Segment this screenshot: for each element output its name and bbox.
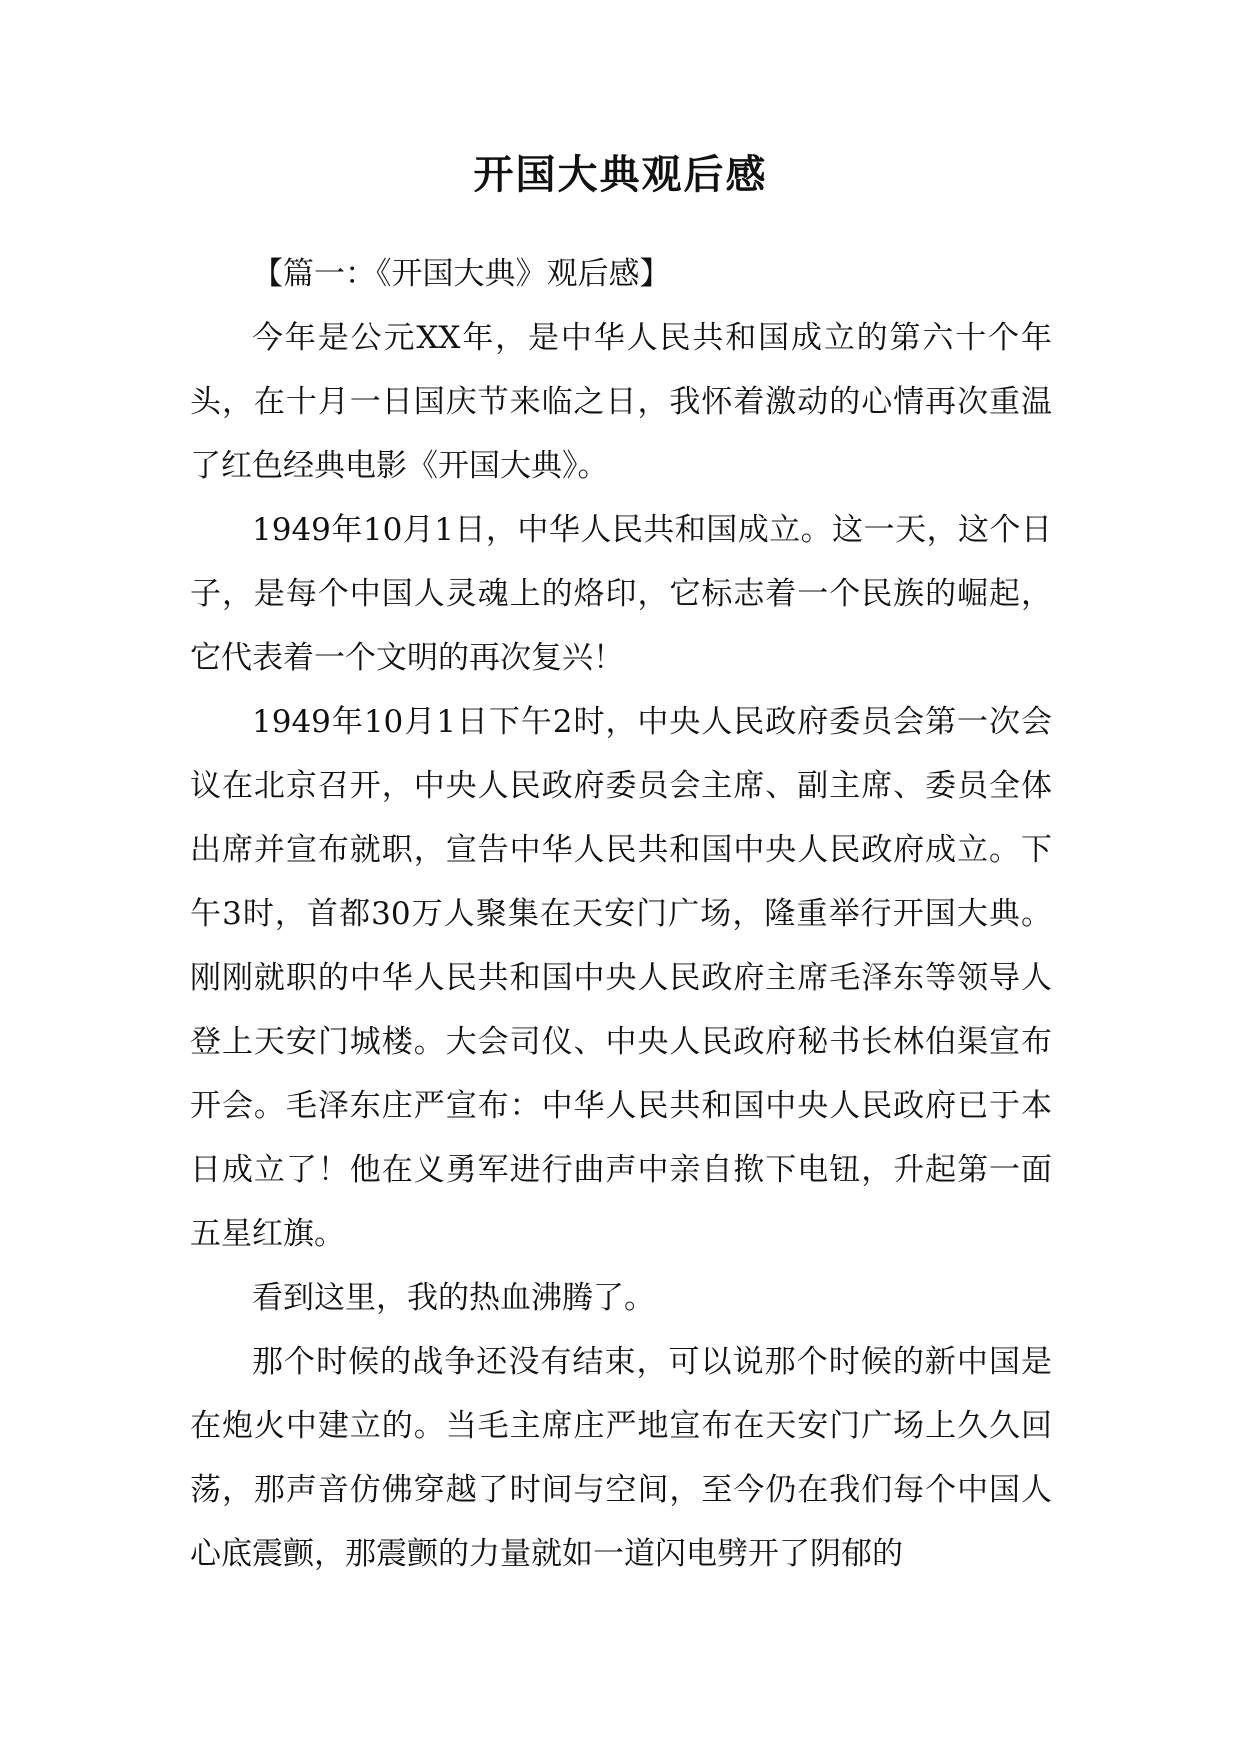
document-body	[190, 242, 1052, 1586]
paragraph: 1949年10月1日，中华人民共和国成立。这一天，这个日子，是每个中国人灵魂上的烙印，它标志着一个民族的崛起，它代表着一个文明的再次复兴！	[190, 512, 1052, 676]
paragraph: 那个时候的战争还没有结束，可以说那个时候的新中国是在炮火中建立的。当毛主席庄严地宣布在天安门广场上久久回荡，那声音仿佛穿越了时间与空间，至今仍在我们每个中国人心底震颤，那震颤的力量就如一道闪电劈开了阴郁的	[190, 1344, 1052, 1572]
document-title: 开国大典观后感	[473, 152, 768, 198]
paragraph: 1949年10月1日下午2时，中央人民政府委员会第一次会议在北京召开，中央人民政府委员会主席、副主席、委员全体出席并宣布就职，宣告中华人民共和国中央人民政府成立。下午3时，首都30万人聚集在天安门广场，隆重举行开国大典。刚刚就职的中华人民共和国中央人民政府主席毛泽东等领导人登上天安门城楼。大会司仪、中央人民政府秘书长林伯渠宣布开会。毛泽东庄严宣布：中华人民共和国中央人民政府已于本日成立了！他在义勇军进行曲声中亲自揿下电钮，升起第一面五星红旗。	[190, 704, 1052, 1252]
section-heading: 【篇一：《开国大典》观后感】	[252, 256, 671, 292]
paragraph: 看到这里，我的热血沸腾了。	[252, 1280, 655, 1316]
paragraph: 今年是公元XX年，是中华人民共和国成立的第六十个年头，在十月一日国庆节来临之日，我怀着激动的心情再次重温了红色经典电影《开国大典》。	[190, 320, 1052, 484]
